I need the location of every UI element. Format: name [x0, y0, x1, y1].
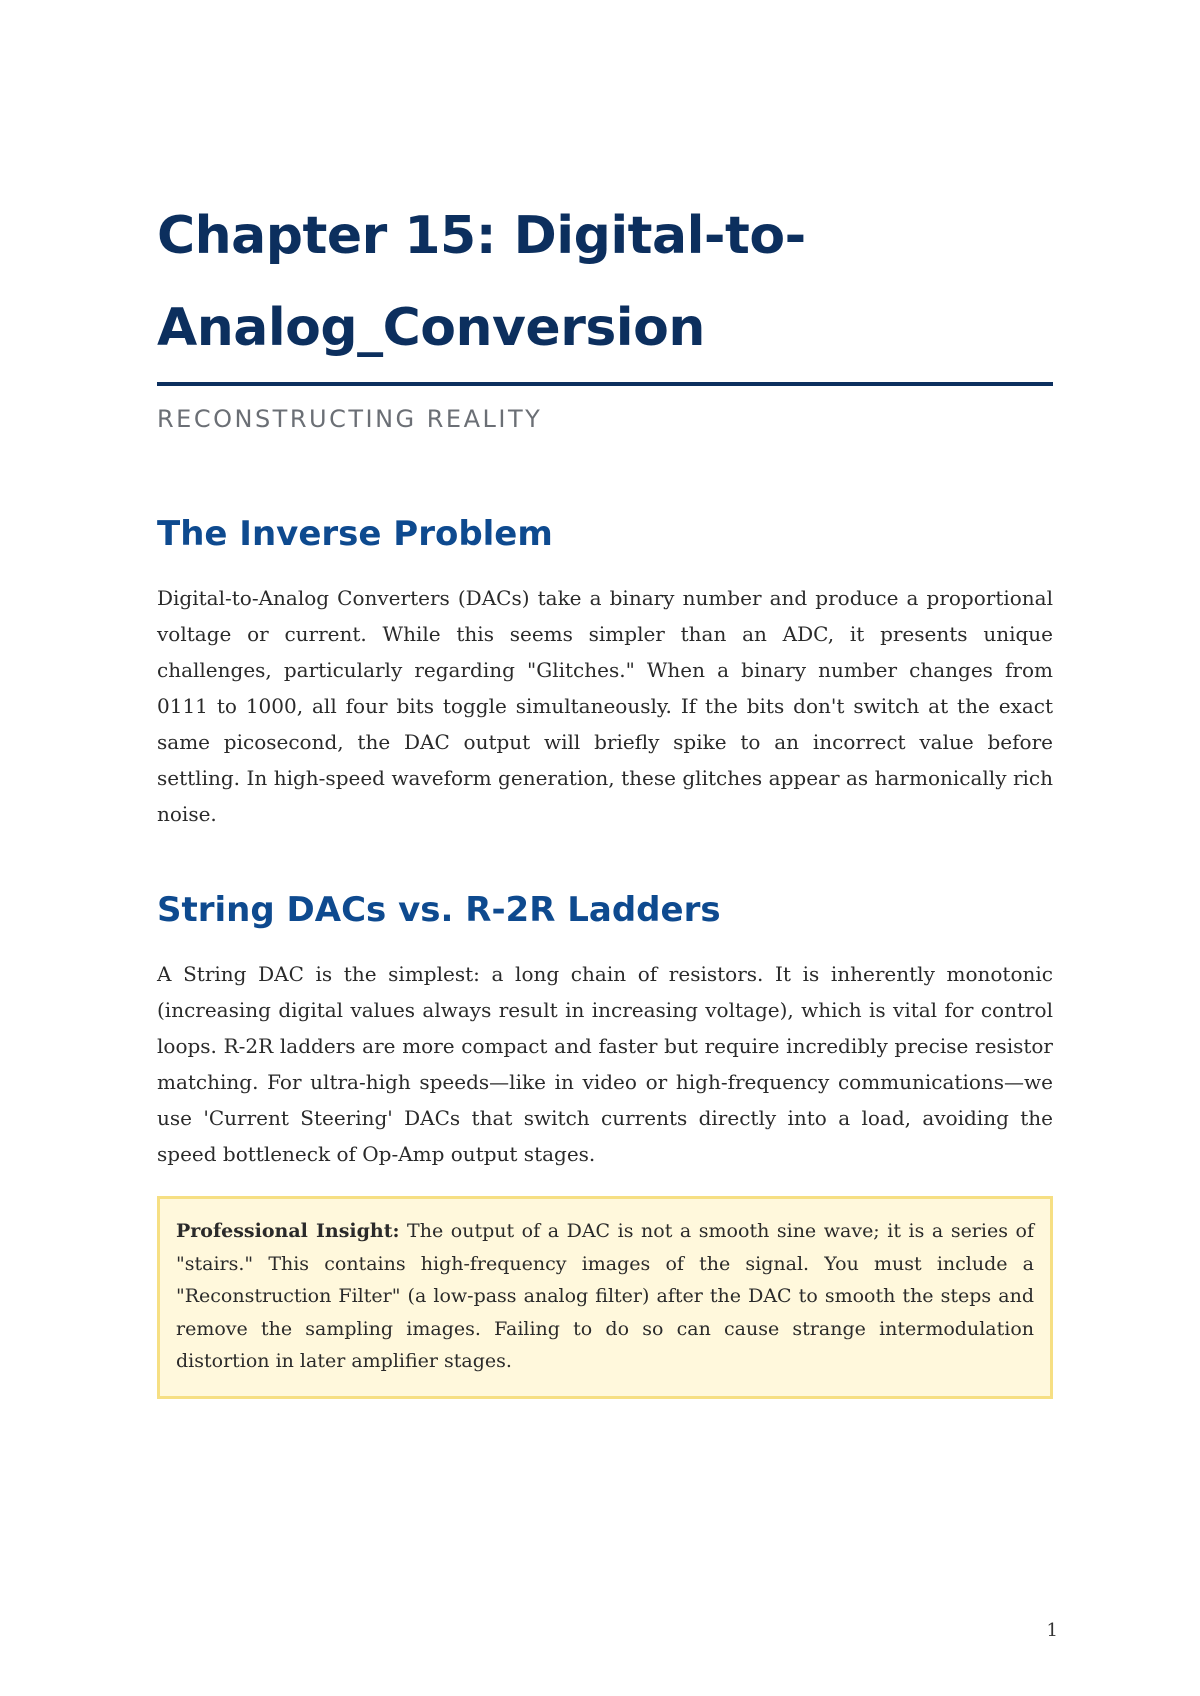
page-number: 1 [1046, 1620, 1058, 1641]
professional-insight-callout [157, 1196, 1053, 1399]
callout-text: The output of a DAC is not a smooth sine wave; it is a series of "stairs." This contains high-frequency images of the signal. You must include a "Reconstruction Filter" (a low-pass analog filter) after the DAC to smooth the steps and remove the sampling images. Failing to do so can cause strange intermodulation distortion in later amplifier stages. [176, 1220, 1034, 1372]
chapter-title-line2: Analog_Conversion [157, 298, 705, 358]
section-heading-inverse-problem: The Inverse Problem [157, 514, 553, 554]
page-content [157, 190, 1053, 1399]
chapter-title-line1: Chapter 15: Digital-to- [157, 206, 806, 266]
section-paragraph-inverse-problem: Digital-to-Analog Converters (DACs) take a binary number and produce a proportional voltage or current. While this seems simpler than an ADC, it presents unique challenges, particularly regarding "Glitches." When a binary number changes from 0111 to 1000, all four bits toggle simultaneously. If the bits don't switch at the exact same picosecond, the DAC output will briefly spike to an incorrect value before settling. In high-speed waveform generation, these glitches appear as harmonically rich noise. [157, 586, 1053, 826]
title-divider [157, 382, 1053, 386]
section-paragraph-string-dacs: A String DAC is the simplest: a long chain of resistors. It is inherently monotonic (increasing digital values always result in increasing voltage), which is vital for control loops. R-2R ladders are more compact and faster but require incredibly precise resistor matching. For ultra-high speeds—like in video or high-frequency communications—we use 'Current Steering' DACs that switch currents directly into a load, avoiding the speed bottleneck of Op-Amp output stages. [157, 962, 1053, 1166]
chapter-title [157, 190, 1053, 374]
chapter-subtitle: RECONSTRUCTING REALITY [157, 405, 543, 433]
callout-label: Professional Insight: [176, 1220, 400, 1242]
section-heading-string-dacs: String DACs vs. R-2R Ladders [157, 890, 721, 930]
